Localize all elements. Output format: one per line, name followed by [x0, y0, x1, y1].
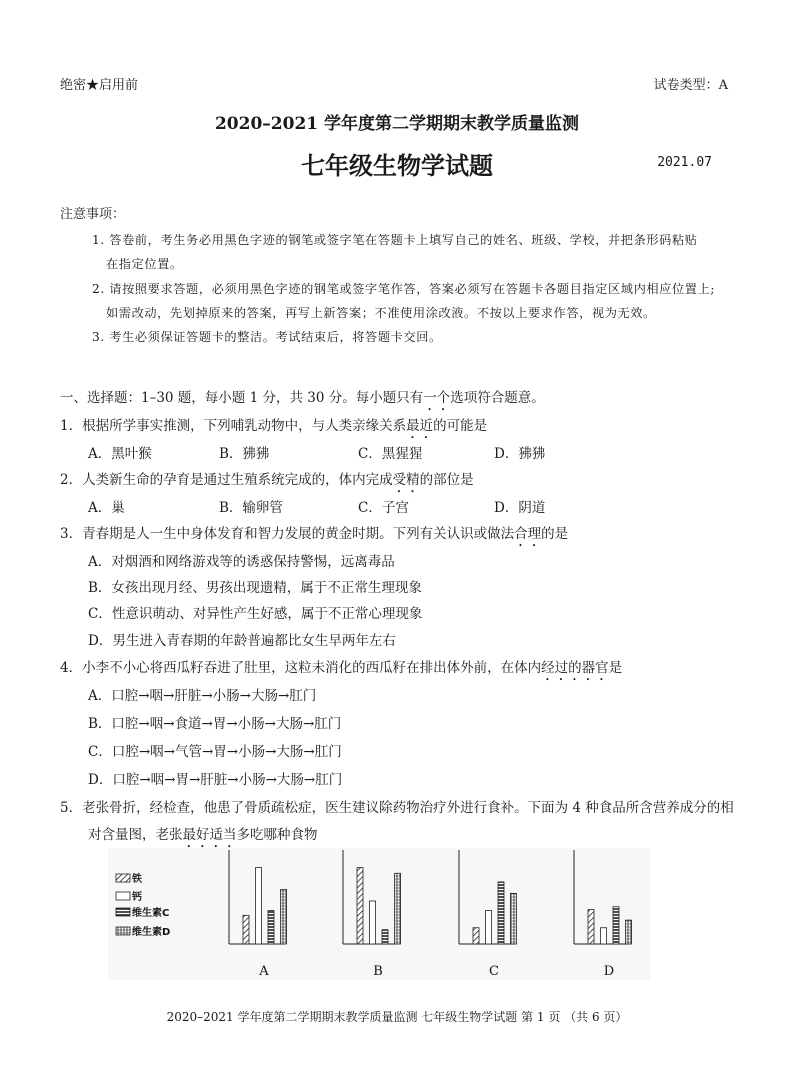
question-5: 5．老张骨折，经检查，他患了骨质疏松症，医生建议除药物治疗外进行食补。下面为 4 种食品所含营养成分的相: [60, 800, 734, 816]
option: C．子宫: [358, 500, 409, 516]
option: D．狒狒: [494, 446, 546, 462]
legend-swatch-calcium: [116, 892, 130, 900]
bar: [498, 882, 504, 944]
option: B．狒狒: [219, 446, 270, 462]
exam-title: 2020–2021 学年度第二学期期末教学质量监测: [214, 114, 580, 134]
question-3: 3．青春期是人一生中身体发育和智力发展的黄金时期。下列有关认识或做法合理的是: [60, 526, 569, 542]
option: D．阴道: [494, 500, 546, 516]
section-heading: 一、选择题：1–30 题，每小题 1 分，共 30 分。每小题只有一个选项符合题意。: [60, 390, 545, 406]
legend-swatch-vitamin-c: [116, 908, 130, 916]
bar: [281, 890, 287, 944]
panel-label: C: [489, 964, 499, 979]
bar: [370, 901, 376, 944]
notes-heading: 注意事项：: [60, 207, 126, 222]
option: A．黑叶猴: [88, 446, 152, 462]
note-line: 如需改动，先划掉原来的答案，再写上新答案；不准使用涂改液。不按以上要求作答，视为无效。: [106, 306, 656, 320]
option: B．输卵管: [219, 500, 283, 516]
bar: [486, 911, 492, 944]
bar: [243, 915, 249, 944]
page-footer: 2020–2021 学年度第二学期期末教学质量监测 七年级生物学试题 第 1 页 （共 6 页）: [166, 1010, 628, 1024]
bar: [268, 911, 274, 944]
option: D．男生进入青春期的年龄普遍都比女生早两年左右: [88, 633, 396, 649]
note-line: 在指定位置。: [106, 257, 183, 271]
option: A．口腔→咽→肝脏→小肠→大肠→肛门: [88, 688, 317, 704]
option: B．女孩出现月经、男孩出现遗精，属于不正常生理现象: [88, 580, 422, 596]
question-2: 2．人类新生命的孕育是通过生殖系统完成的，体内完成受精的部位是: [60, 472, 474, 488]
bar: [511, 893, 517, 944]
option: A．对烟酒和网络游戏等的诱惑保持警惕，远离毒品: [88, 554, 395, 570]
panel-label: D: [603, 964, 615, 979]
legend-label: 铁: [132, 874, 142, 885]
option: C．黑猩猩: [358, 446, 423, 462]
option: B．口腔→咽→食道→胃→小肠→大肠→肛门: [88, 716, 342, 732]
legend-swatch-iron: [116, 874, 130, 882]
legend-swatch-vitamin-d: [116, 927, 130, 935]
bar: [382, 930, 388, 944]
note-line: 2. 请按照要求答题，必须用黑色字迹的钢笔或签字笔作答，答案必须写在答题卡各题目指定区域内相应位置上;: [92, 282, 716, 296]
option: D．口腔→咽→胃→肝脏→小肠→大肠→肛门: [88, 772, 343, 788]
chart-svg: [108, 848, 650, 980]
bar: [395, 873, 401, 944]
note-line: 1. 答卷前，考生务必用黑色字迹的钢笔或签字笔在答题卡上填写自己的姓名、班级、学校，并把条形码粘贴: [92, 233, 698, 247]
bar: [256, 868, 262, 944]
legend-label: 维生素C: [132, 908, 170, 919]
confidential-label: 绝密★启用前: [60, 78, 139, 93]
bar: [626, 920, 632, 944]
option: A．巢: [88, 500, 125, 516]
legend-label: 钙: [132, 892, 142, 903]
bar: [357, 868, 363, 944]
nutrient-bar-chart: [108, 848, 650, 980]
option: C．口腔→咽→气管→胃→小肠→大肠→肛门: [88, 744, 342, 760]
panel-label: B: [373, 964, 383, 979]
legend-label: 维生素D: [132, 927, 171, 938]
exam-subtitle: 七年级生物学试题: [301, 151, 493, 180]
note-line: 3. 考生必须保证答题卡的整洁。考试结束后，将答题卡交回。: [92, 330, 442, 344]
question-4: 4．小李不小心将西瓜籽吞进了肚里，这粒未消化的西瓜籽在排出体外前，在体内经过的器官是: [60, 660, 623, 676]
panel-label: A: [259, 964, 269, 979]
option: C．性意识萌动、对异性产生好感，属于不正常心理现象: [88, 606, 423, 622]
question-5-line2: 对含量图，老张最好适当多吃哪种食物: [88, 827, 318, 843]
exam-date: 2021.07: [657, 155, 712, 170]
bar: [473, 928, 479, 944]
bar: [588, 910, 594, 944]
paper-type-label: 试卷类型：A: [653, 78, 728, 93]
bar: [613, 907, 619, 944]
bar: [601, 928, 607, 944]
question-1: 1．根据所学事实推测，下列哺乳动物中，与人类亲缘关系最近的可能是: [60, 418, 488, 434]
